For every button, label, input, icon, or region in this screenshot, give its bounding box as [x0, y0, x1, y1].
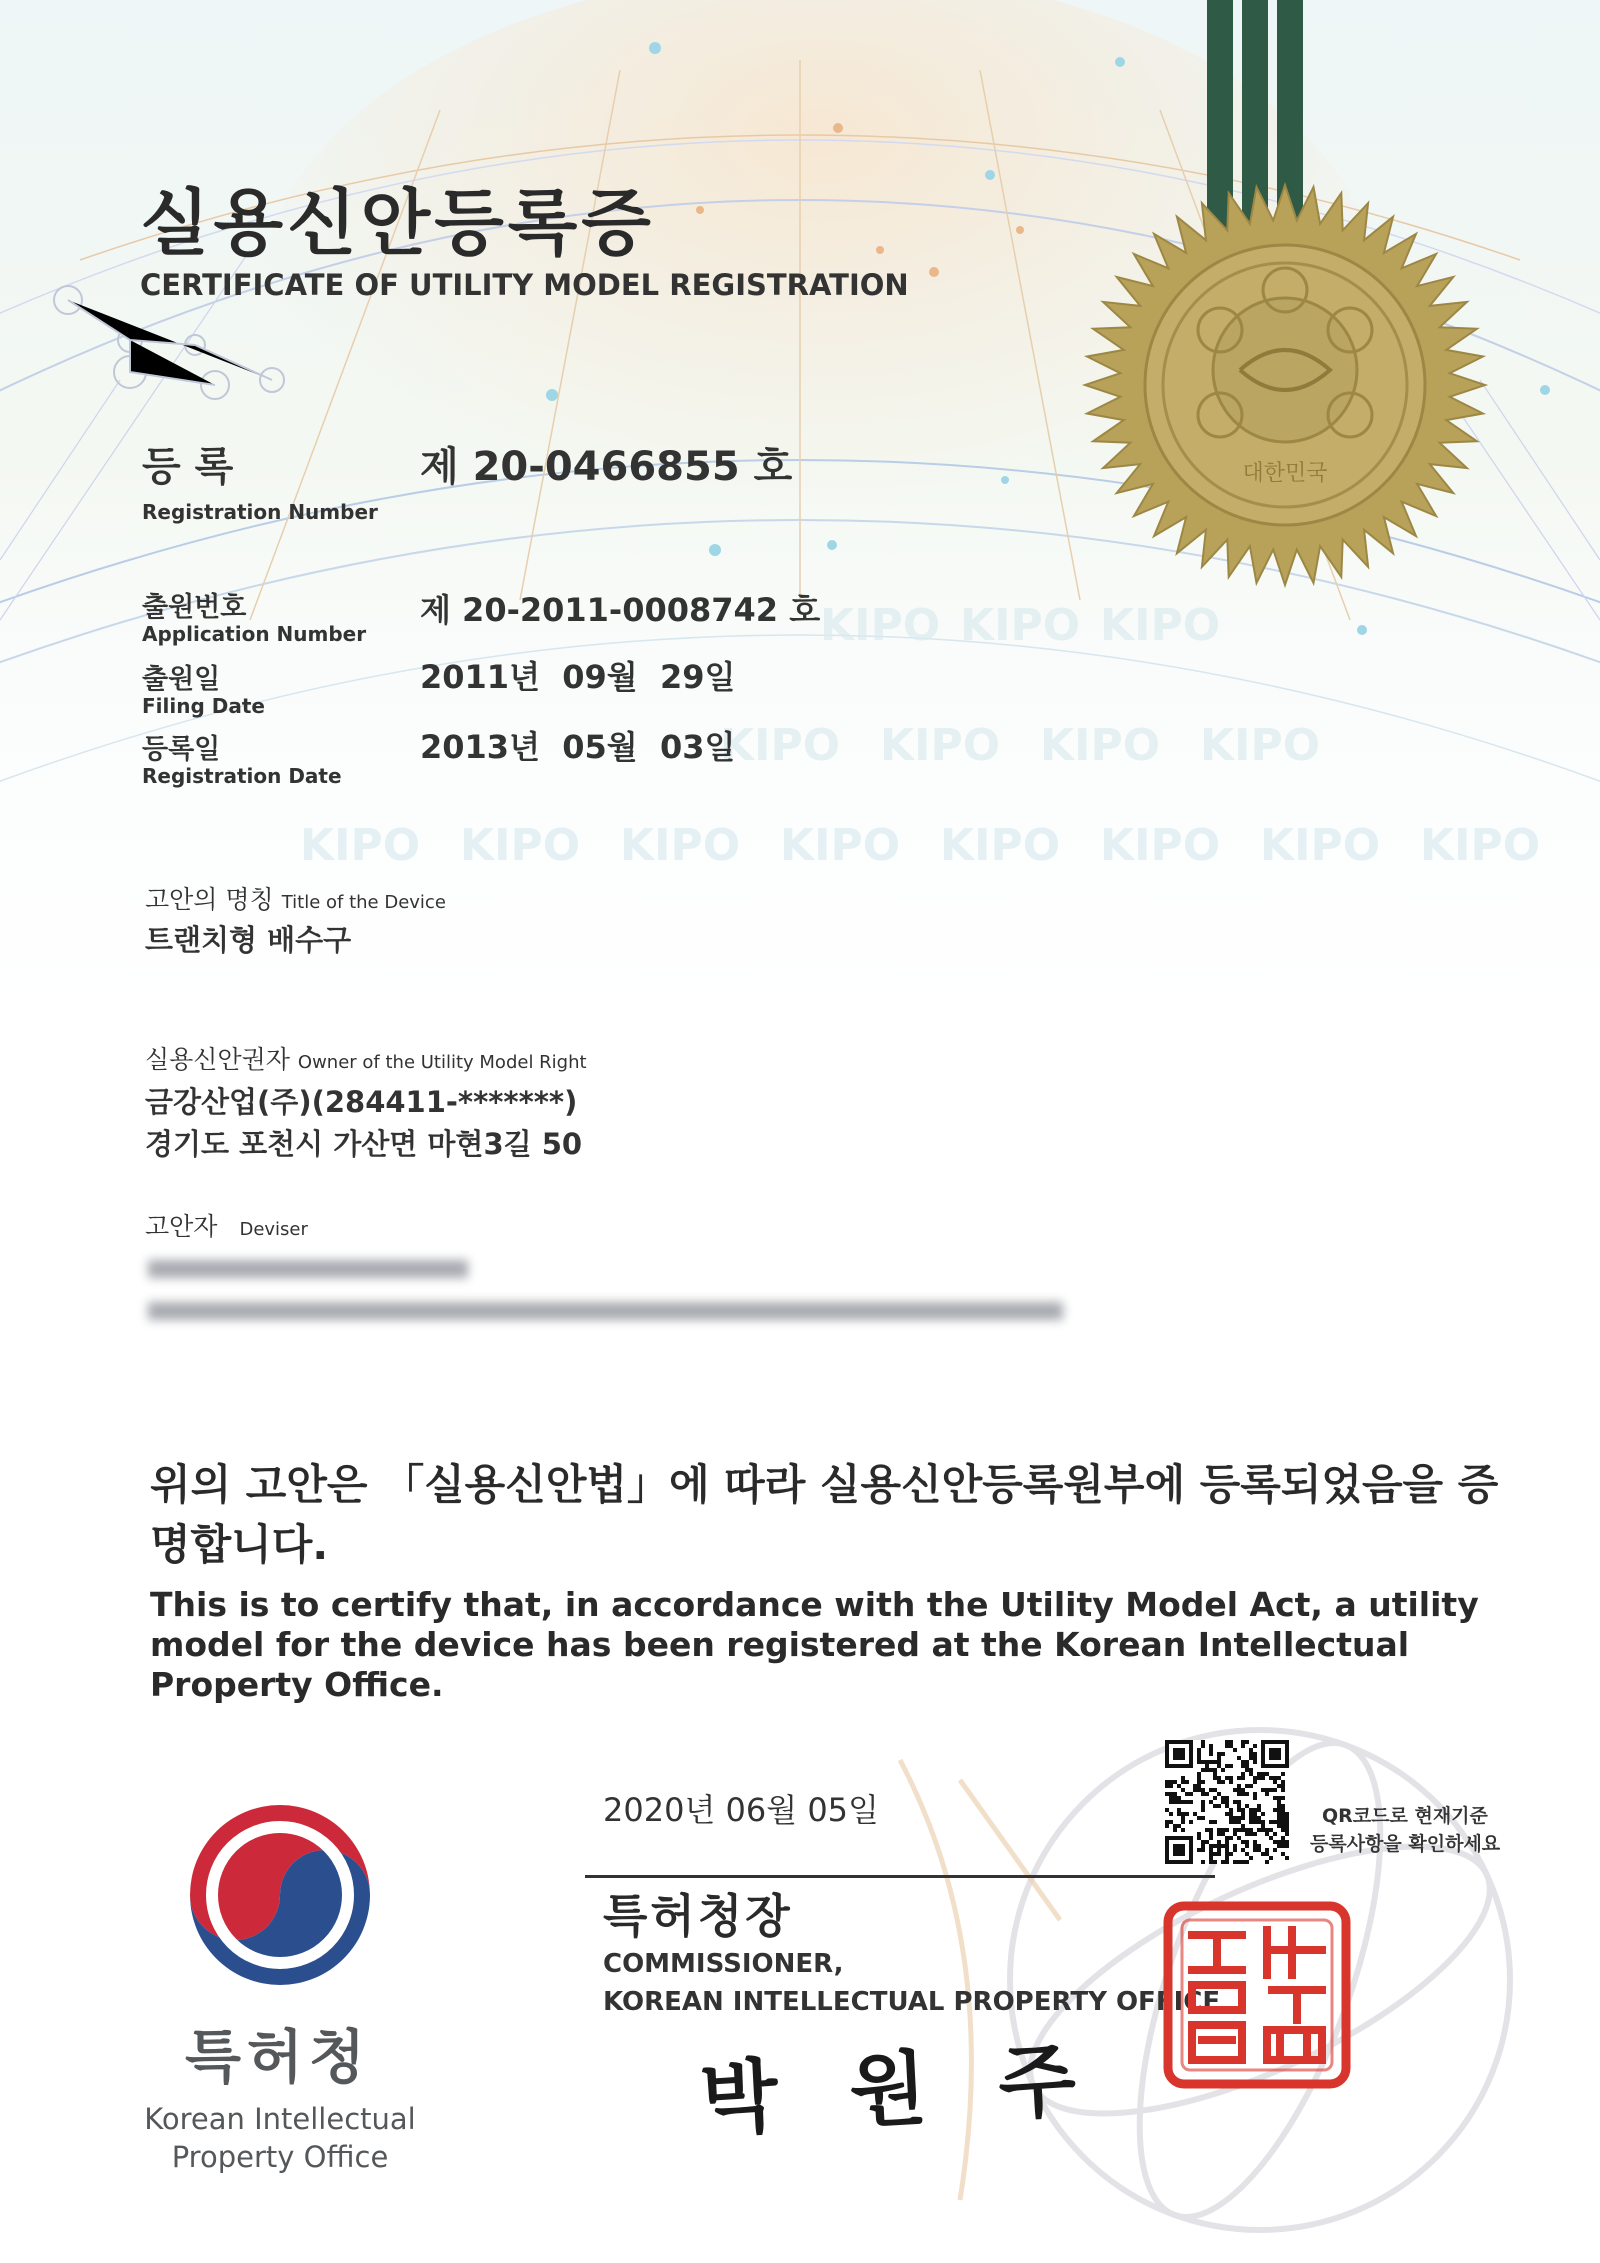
owner-name: 금강산업(주)(284411-*******) [145, 1085, 578, 1119]
owner-label [145, 1040, 587, 1076]
issue-date: 2020년 06월 05일 [603, 1791, 879, 1829]
certificate-title-kr: 실용신안등록증 [140, 181, 655, 265]
watermark-text: KIPO [1100, 820, 1221, 871]
watermark-text: KIPO [1200, 720, 1321, 771]
application-number: 제 20-2011-0008742 호 [420, 591, 821, 629]
watermark-text: KIPO [720, 720, 841, 771]
device-label [145, 880, 446, 916]
certification-statement-kr: 위의 고안은 「실용신안법」에 따라 실용신안등록원부에 등록되었음을 증명합니다. [150, 1460, 1499, 1569]
watermark-text: KIPO [300, 820, 421, 871]
kipo-name-en-line2: Property Office [171, 2140, 389, 2174]
commissioner-title-kr: 특허청장 [603, 1889, 793, 1943]
commissioner-title-en [603, 1945, 1220, 2021]
application-label-kr: 출원번호 [142, 592, 247, 623]
filing-label-en: Filing Date [142, 694, 265, 718]
filing-label-kr: 출원일 [142, 664, 221, 695]
kipo-name-kr: 특허청 [185, 2023, 372, 2091]
certification-statement-en: This is to certify that, in accordance with the Utility Model Act, a utility model for the device has been registered at the Korean Intellectual Property Office. [150, 1585, 1479, 1704]
qr-note-line1: QR코드로 현재기준 [1322, 1805, 1488, 1827]
device-label-en: Title of the Device [281, 892, 446, 913]
qr-code[interactable] [1165, 1740, 1289, 1864]
redacted-deviser-address [148, 1302, 1063, 1320]
device-title: 트랜치형 배수구 [145, 923, 352, 957]
watermark-text: KIPO [820, 600, 941, 651]
deviser-label-en: Deviser [239, 1219, 308, 1240]
commissioner-line2: KOREAN INTELLECTUAL PROPERTY OFFICE [603, 1987, 1221, 2017]
owner-label-en: Owner of the Utility Model Right [297, 1052, 587, 1073]
watermark-text: KIPO [460, 820, 581, 871]
application-label-en: Application Number [142, 622, 367, 646]
watermark-text: KIPO [780, 820, 901, 871]
certificate-title-en: CERTIFICATE OF UTILITY MODEL REGISTRATION [140, 268, 909, 302]
kipo-name-en-line1: Korean Intellectual [144, 2102, 416, 2136]
device-label-kr: 고안의 명칭 [145, 885, 274, 914]
watermark-text: KIPO [1100, 600, 1221, 651]
watermark-text: KIPO [1420, 820, 1541, 871]
qr-note-line2: 등록사항을 확인하세요 [1310, 1833, 1501, 1855]
registration-date-label-en: Registration Date [142, 764, 342, 788]
watermark-text: KIPO [620, 820, 741, 871]
deviser-label-kr: 고안자 [145, 1212, 218, 1241]
signature-divider [585, 1875, 1215, 1878]
redacted-deviser-name [148, 1260, 468, 1278]
watermark-text: KIPO [880, 720, 1001, 771]
deviser-label [145, 1207, 308, 1243]
owner-label-kr: 실용신안권자 [145, 1045, 290, 1074]
filing-date: 2011년 09월 29일 [420, 658, 736, 696]
watermark-text: KIPO [940, 820, 1061, 871]
owner-address: 경기도 포천시 가산면 마현3길 50 [145, 1127, 583, 1161]
commissioner-line1: COMMISSIONER, [603, 1949, 844, 1979]
official-red-stamp [1162, 1900, 1352, 2090]
registration-date: 2013년 05월 03일 [420, 728, 736, 766]
registration-label-en: Registration Number [142, 500, 378, 524]
watermark-text: KIPO [1040, 720, 1161, 771]
registration-date-label-kr: 등록일 [142, 734, 221, 765]
gold-seal [1080, 180, 1490, 590]
qr-note [1310, 1802, 1500, 1858]
kipo-name-en [140, 2100, 420, 2176]
registration-label-kr: 등 록 [142, 444, 234, 490]
watermark-text: KIPO [1260, 820, 1381, 871]
seal-text: 대한민국 [1242, 461, 1328, 486]
handwritten-signature: 박 원 주 [698, 2031, 1101, 2147]
registration-number: 제 20-0466855 호 [420, 444, 793, 490]
kipo-taegeuk-logo [180, 1795, 380, 1995]
watermark-text: KIPO [960, 600, 1081, 651]
